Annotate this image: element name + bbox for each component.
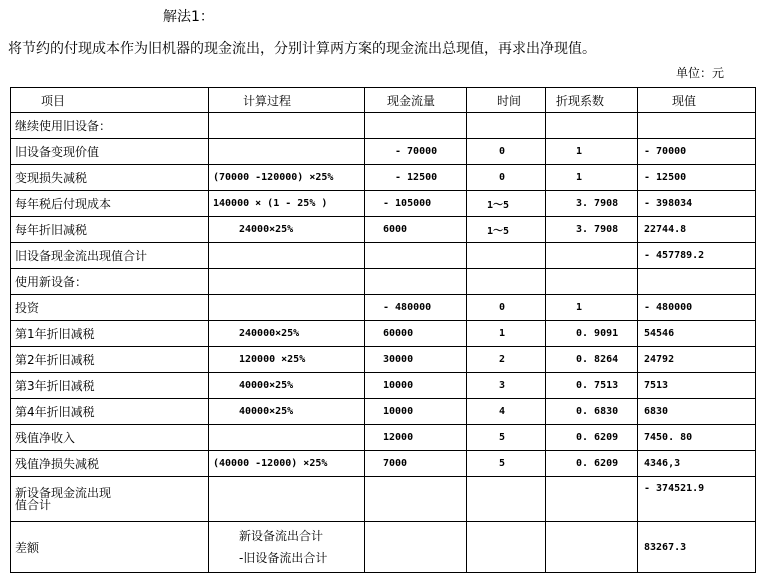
cell-process: [209, 477, 365, 522]
cell-cashflow: 30000: [365, 347, 467, 373]
cell-process: [209, 269, 365, 295]
cell-item: 变现损失减税: [11, 165, 209, 191]
cell-item: 旧设备现金流出现值合计: [11, 243, 209, 269]
cell-present-value: - 398034: [638, 191, 756, 217]
cell-discount-factor: [546, 243, 638, 269]
header-present-value: 现值: [638, 88, 756, 113]
cell-cashflow: [365, 113, 467, 139]
cell-discount-factor: 3. 7908: [546, 217, 638, 243]
cell-item: 第3年折旧减税: [11, 373, 209, 399]
cell-time: [467, 243, 546, 269]
cell-process: 240000×25%: [209, 321, 365, 347]
cash-flow-table: [10, 87, 756, 573]
cell-discount-factor: 1: [546, 295, 638, 321]
diff-process-line2: -旧设备流出合计: [239, 551, 328, 565]
cell-time: 0: [467, 165, 546, 191]
cell-present-value: - 70000: [638, 139, 756, 165]
cell-present-value: [638, 269, 756, 295]
cell-cashflow: 12000: [365, 425, 467, 451]
cell-present-value: 4346,3: [638, 451, 756, 477]
cell-item: 旧设备变现价值: [11, 139, 209, 165]
cell-item: [11, 477, 209, 522]
cell-discount-factor: [546, 522, 638, 573]
cell-discount-factor: 0. 6209: [546, 425, 638, 451]
table-row: [11, 399, 756, 425]
cell-process: (40000 -12000) ×25%: [209, 451, 365, 477]
cell-process: 40000×25%: [209, 399, 365, 425]
cell-process: [209, 113, 365, 139]
cell-discount-factor: 1: [546, 139, 638, 165]
cell-discount-factor: [546, 269, 638, 295]
cell-present-value: - 374521.9: [638, 477, 756, 522]
cell-cashflow: [365, 243, 467, 269]
difference-row: [11, 522, 756, 573]
cell-time: 0: [467, 295, 546, 321]
cell-process: [209, 139, 365, 165]
cell-process: 24000×25%: [209, 217, 365, 243]
diff-process-line1: 新设备流出合计: [239, 529, 324, 543]
cell-time: [467, 477, 546, 522]
table-row: [11, 165, 756, 191]
cell-cashflow: - 70000: [365, 139, 467, 165]
cell-time: [467, 269, 546, 295]
cell-process: [209, 522, 365, 573]
cell-cashflow: [365, 269, 467, 295]
table-row: [11, 373, 756, 399]
new-total-row: [11, 477, 756, 522]
cell-present-value: - 457789.2: [638, 243, 756, 269]
cell-discount-factor: 3. 7908: [546, 191, 638, 217]
cell-item: 继续使用旧设备：: [11, 113, 209, 139]
cell-discount-factor: 0. 6830: [546, 399, 638, 425]
cell-time: 1～5: [467, 191, 546, 217]
cell-discount-factor: 0. 9091: [546, 321, 638, 347]
cell-discount-factor: 0. 6209: [546, 451, 638, 477]
cell-process: [209, 243, 365, 269]
cell-item: 第4年折旧减税: [11, 399, 209, 425]
cell-discount-factor: 0. 8264: [546, 347, 638, 373]
cell-cashflow: 7000: [365, 451, 467, 477]
cell-item: 每年折旧减税: [11, 217, 209, 243]
header-process: 计算过程: [209, 88, 365, 113]
cell-time: [467, 522, 546, 573]
cell-present-value: 7450. 80: [638, 425, 756, 451]
cell-item: 残值净损失减税: [11, 451, 209, 477]
table-row: [11, 347, 756, 373]
header-item: 项目: [11, 88, 209, 113]
solution-heading: 解法1：: [163, 9, 214, 25]
cell-process: 120000 ×25%: [209, 347, 365, 373]
header-cashflow: 现金流量: [365, 88, 467, 113]
cell-item: 使用新设备：: [11, 269, 209, 295]
table-row: [11, 113, 756, 139]
table-row: [11, 425, 756, 451]
cell-cashflow: 6000: [365, 217, 467, 243]
cell-process: 40000×25%: [209, 373, 365, 399]
cell-present-value: - 12500: [638, 165, 756, 191]
cell-time: 5: [467, 425, 546, 451]
intro-text: 将节约的付现成本作为旧机器的现金流出，分别计算两方案的现金流出总现值，再求出净现值。: [8, 41, 596, 57]
cell-process: [209, 295, 365, 321]
cell-present-value: 7513: [638, 373, 756, 399]
cell-cashflow: - 480000: [365, 295, 467, 321]
cell-present-value: - 480000: [638, 295, 756, 321]
header-time: 时间: [467, 88, 546, 113]
table-row: [11, 139, 756, 165]
cell-time: 1～5: [467, 217, 546, 243]
cell-present-value: 24792: [638, 347, 756, 373]
cell-process: (70000 -120000) ×25%: [209, 165, 365, 191]
cell-time: 5: [467, 451, 546, 477]
cell-cashflow: 10000: [365, 373, 467, 399]
table-row: [11, 269, 756, 295]
cell-present-value: 54546: [638, 321, 756, 347]
table-row: [11, 295, 756, 321]
table-row: [11, 451, 756, 477]
table-row: [11, 243, 756, 269]
cell-discount-factor: 1: [546, 165, 638, 191]
cell-cashflow: [365, 477, 467, 522]
cell-time: 1: [467, 321, 546, 347]
new-total-label-line1: 新设备现金流出现: [15, 486, 112, 500]
table-row: [11, 191, 756, 217]
cell-item: 差额: [11, 522, 209, 573]
cell-time: 2: [467, 347, 546, 373]
cell-discount-factor: 0. 7513: [546, 373, 638, 399]
table-row: [11, 217, 756, 243]
header-discount-factor: 折现系数: [546, 88, 638, 113]
cell-present-value: 22744.8: [638, 217, 756, 243]
cell-item: 第2年折旧减税: [11, 347, 209, 373]
cell-time: 4: [467, 399, 546, 425]
new-total-label-line2: 值合计: [15, 498, 52, 512]
cell-process: 140000 × (1 - 25% ): [209, 191, 365, 217]
cell-item: 残值净收入: [11, 425, 209, 451]
cell-cashflow: - 12500: [365, 165, 467, 191]
cell-process: [209, 425, 365, 451]
cell-item: 第1年折旧减税: [11, 321, 209, 347]
cell-present-value: [638, 113, 756, 139]
table-row: [11, 321, 756, 347]
cell-time: 0: [467, 139, 546, 165]
cell-cashflow: - 105000: [365, 191, 467, 217]
cell-time: [467, 113, 546, 139]
cell-time: 3: [467, 373, 546, 399]
cell-discount-factor: [546, 477, 638, 522]
header-row: [11, 88, 756, 113]
cell-item: 投资: [11, 295, 209, 321]
unit-label: 单位：元: [676, 66, 725, 80]
cell-present-value: 83267.3: [638, 522, 756, 573]
cell-present-value: 6830: [638, 399, 756, 425]
cell-item: 每年税后付现成本: [11, 191, 209, 217]
cell-cashflow: [365, 522, 467, 573]
cell-cashflow: 10000: [365, 399, 467, 425]
cell-cashflow: 60000: [365, 321, 467, 347]
cell-discount-factor: [546, 113, 638, 139]
